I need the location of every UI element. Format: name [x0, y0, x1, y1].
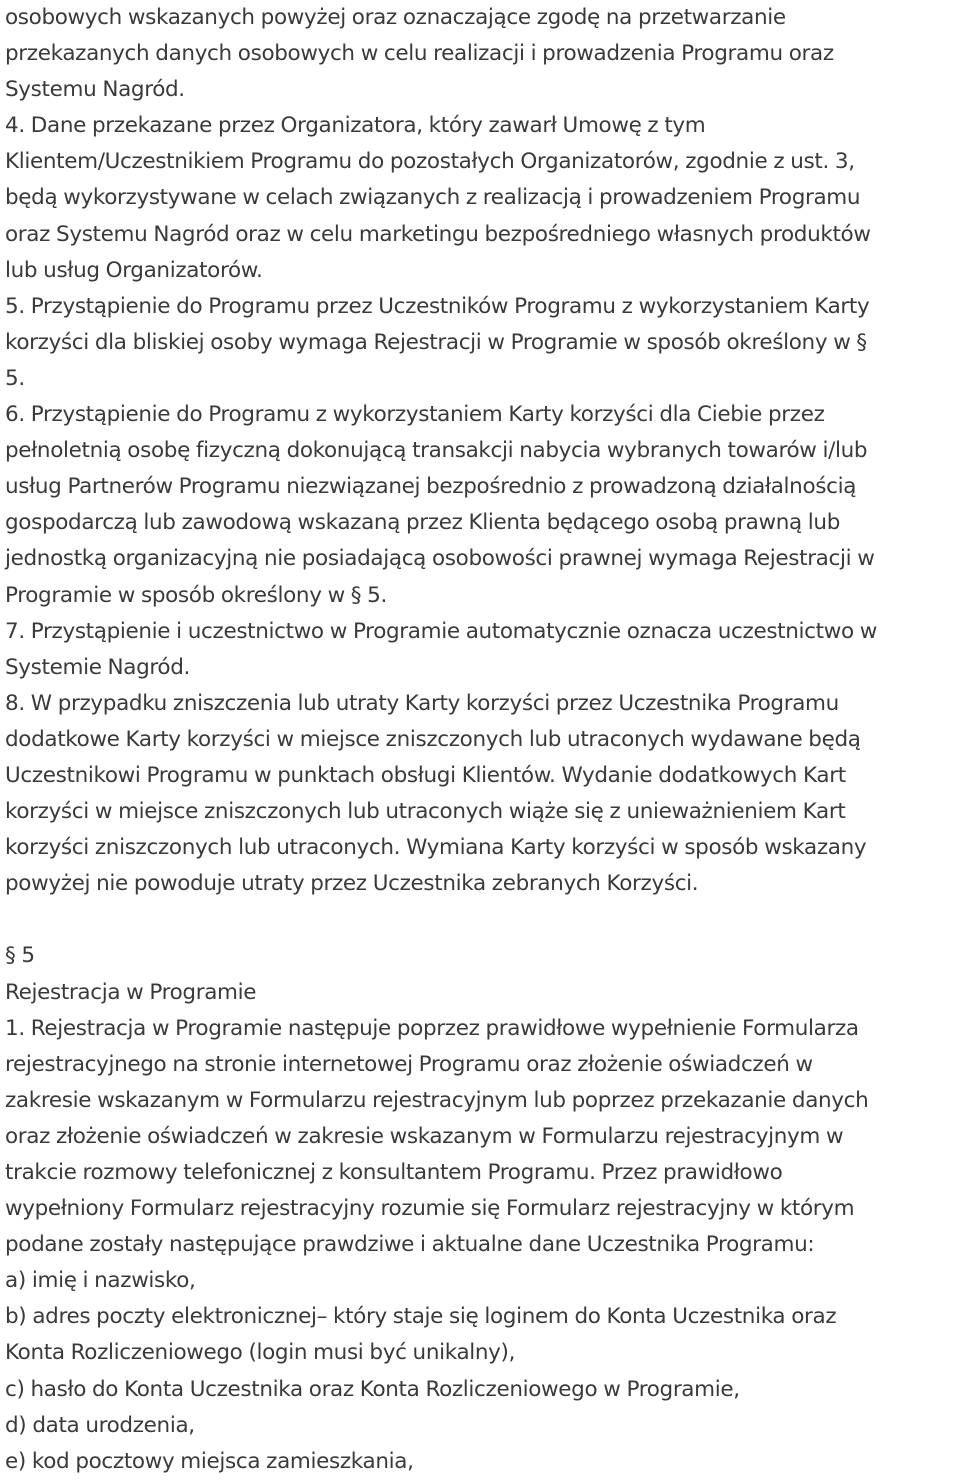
text-line: gospodarczą lub zawodową wskazaną przez Klienta będącego osobą prawną lub	[5, 510, 841, 536]
text-line: rejestracyjnego na stronie internetowej Programu oraz złożenie oświadczeń w	[5, 1051, 813, 1077]
point-7	[5, 614, 955, 686]
text-line: oraz złożenie oświadczeń w zakresie wskazanym w Formularzu rejestracyjnym w	[5, 1123, 844, 1149]
list-item-d	[5, 1408, 955, 1444]
text-line: wypełniony Formularz rejestracyjny rozumie się Formularz rejestracyjny w którym	[5, 1196, 855, 1222]
text-line: korzyści dla bliskiej osoby wymaga Rejestracji w Programie w sposób określony w §	[5, 329, 867, 355]
section-spacer	[5, 902, 955, 938]
text-line: Klientem/Uczestnikiem Programu do pozostałych Organizatorów, zgodnie z ust. 3,	[5, 149, 855, 175]
text-line: będą wykorzystywane w celach związanych z realizacją i prowadzeniem Programu	[5, 185, 861, 211]
text-line: usług Partnerów Programu niezwiązanej bezpośrednio z prowadzoną działalnością	[5, 474, 857, 500]
list-item-a	[5, 1263, 955, 1299]
text-line: Uczestnikowi Programu w punktach obsługi Klientów. Wydanie dodatkowych Kart	[5, 762, 846, 788]
point-8	[5, 686, 955, 903]
text-line: 4. Dane przekazane przez Organizatora, który zawarł Umowę z tym	[5, 113, 706, 139]
text-line: powyżej nie powoduje utraty przez Uczestnika zebranych Korzyści.	[5, 871, 699, 897]
text-line: 5. Przystąpienie do Programu przez Uczestników Programu z wykorzystaniem Karty	[5, 293, 870, 319]
text-line: trakcie rozmowy telefonicznej z konsultantem Programu. Przez prawidłowo	[5, 1160, 783, 1185]
text-line: Konta Rozliczeniowego (login musi być unikalny),	[5, 1340, 516, 1366]
section-number: § 5	[5, 943, 35, 969]
text-line: podane zostały następujące prawdziwe i aktualne dane Uczestnika Programu:	[5, 1232, 815, 1258]
text-line: Programie w sposób określony w § 5.	[5, 582, 387, 608]
section-5-point-1	[5, 1011, 955, 1264]
text-line: Systemie Nagród.	[5, 654, 191, 680]
text-line: korzyści zniszczonych lub utraconych. Wymiana Karty korzyści w sposób wskazany	[5, 835, 867, 861]
text-line: e) kod pocztowy miejsca zamieszkania,	[5, 1448, 414, 1474]
text-line: 7. Przystąpienie i uczestnictwo w Programie automatycznie oznacza uczestnictwo w	[5, 618, 877, 644]
text-line: a) imię i nazwisko,	[5, 1268, 196, 1294]
text-line: oraz Systemu Nagród oraz w celu marketingu bezpośredniego własnych produktów	[5, 221, 871, 247]
list-item-e	[5, 1444, 955, 1480]
text-line: c) hasło do Konta Uczestnika oraz Konta Rozliczeniowego w Programie,	[5, 1376, 740, 1402]
text-line: dodatkowe Karty korzyści w miejsce zniszczonych lub utraconych wydawane będą	[5, 726, 861, 752]
intro-continuation	[5, 0, 955, 108]
text-line: 5.	[5, 365, 25, 391]
point-5	[5, 289, 955, 397]
list-item-c	[5, 1372, 955, 1408]
text-line: jednostką organizacyjną nie posiadającą osobowości prawnej wymaga Rejestracji w	[5, 546, 875, 572]
point-6	[5, 397, 955, 614]
text-line: lub usług Organizatorów.	[5, 257, 263, 283]
text-line: Systemu Nagród.	[5, 77, 185, 103]
point-4	[5, 108, 955, 288]
section-title: Rejestracja w Programie	[5, 979, 257, 1005]
text-line: pełnoletnią osobę fizyczną dokonującą transakcji nabycia wybranych towarów i/lub	[5, 438, 868, 464]
text-line: b) adres poczty elektronicznej– który staje się loginem do Konta Uczestnika oraz	[5, 1304, 837, 1330]
text-line: przekazanych danych osobowych w celu realizacji i prowadzenia Programu oraz	[5, 41, 834, 67]
document-page	[5, 0, 955, 1480]
text-line: zakresie wskazanym w Formularzu rejestracyjnym lub poprzez przekazanie danych	[5, 1087, 869, 1113]
text-line: 1. Rejestracja w Programie następuje poprzez prawidłowe wypełnienie Formularza	[5, 1015, 859, 1041]
text-line: 6. Przystąpienie do Programu z wykorzystaniem Karty korzyści dla Ciebie przez	[5, 402, 825, 428]
section-5-heading	[5, 938, 955, 1010]
text-line: korzyści w miejsce zniszczonych lub utraconych wiąże się z unieważnieniem Kart	[5, 799, 846, 825]
list-item-b	[5, 1299, 955, 1371]
text-line: d) data urodzenia,	[5, 1412, 195, 1438]
text-line: 8. W przypadku zniszczenia lub utraty Karty korzyści przez Uczestnika Programu	[5, 690, 839, 716]
text-line: osobowych wskazanych powyżej oraz oznaczające zgodę na przetwarzanie	[5, 5, 786, 30]
